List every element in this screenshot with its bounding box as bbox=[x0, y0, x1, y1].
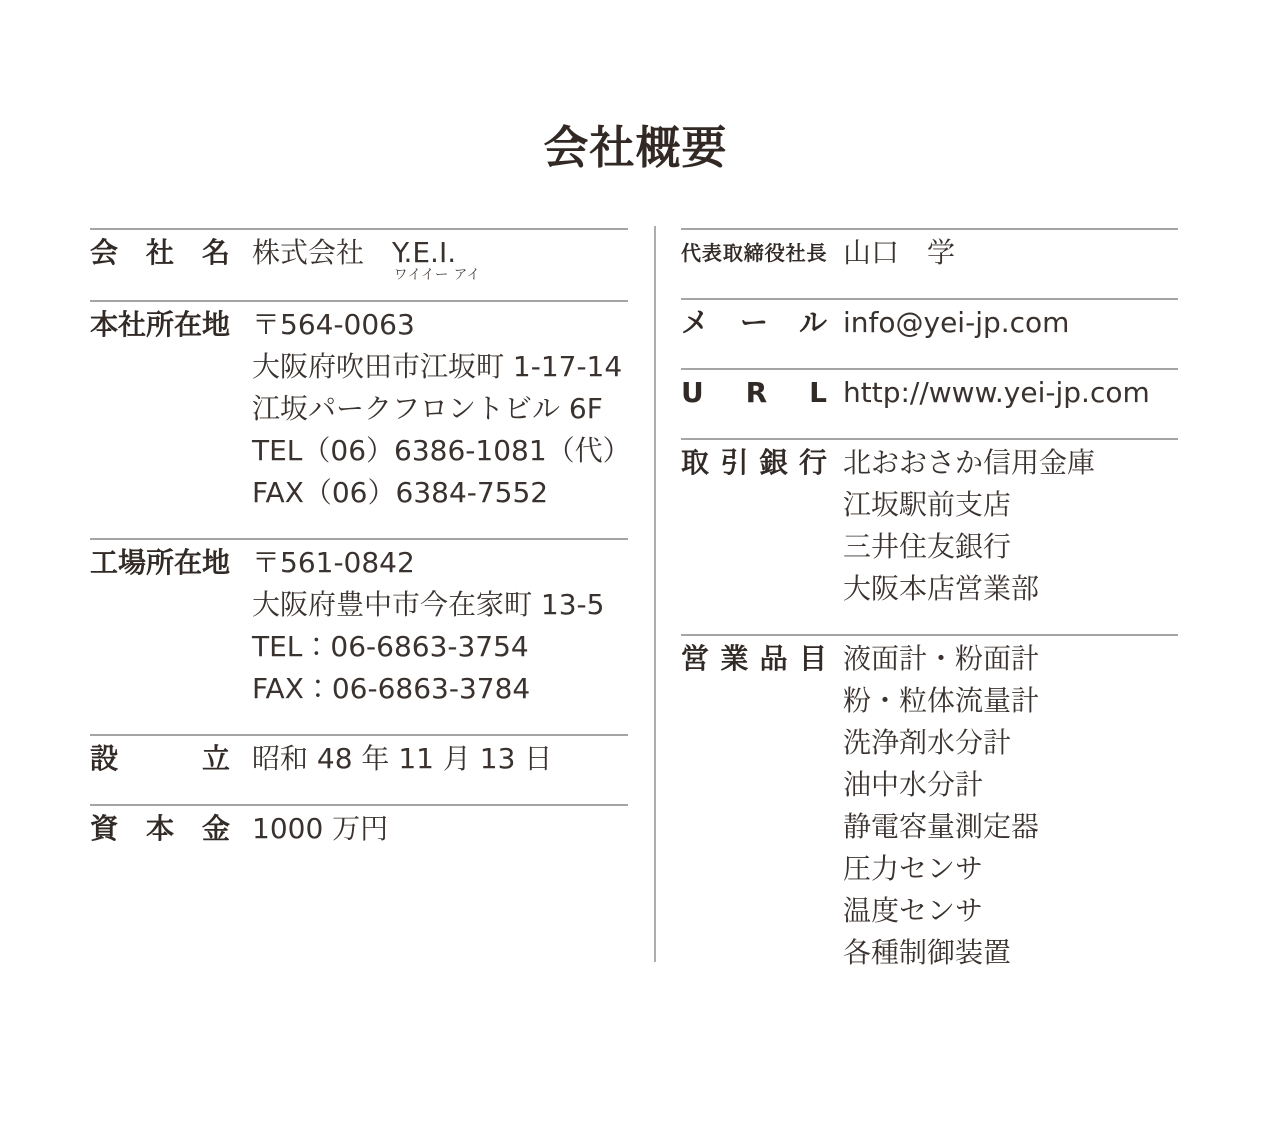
email-address: info@yei-jp.com bbox=[843, 306, 1070, 339]
product-item: 静電容量測定器 bbox=[843, 810, 1040, 843]
row-banks bbox=[681, 438, 1178, 634]
product-item: 粉・粒体流量計 bbox=[843, 684, 1040, 717]
factory-tel: TEL：06-6863-3754 bbox=[252, 630, 529, 663]
banks-label: 取 引 銀 行 bbox=[681, 446, 827, 479]
url-label: U R L bbox=[681, 376, 827, 409]
company-name-label: 会 社 名 bbox=[90, 236, 230, 269]
established-value bbox=[252, 738, 552, 780]
row-company-name bbox=[90, 228, 628, 300]
factory-value bbox=[252, 542, 604, 710]
product-item: 温度センサ bbox=[843, 894, 984, 927]
page-title: 会社概要 bbox=[543, 121, 728, 174]
bank-item: 三井住友銀行 bbox=[843, 530, 1012, 563]
president-name: 山口 学 bbox=[843, 236, 956, 269]
factory-address-line: 大阪府豊中市今在家町 13-5 bbox=[252, 588, 605, 621]
president-label: 代表取締役社長 bbox=[681, 241, 827, 265]
left-column bbox=[90, 228, 631, 874]
factory-fax: FAX：06-6863-3784 bbox=[252, 672, 531, 705]
email-label: メ ー ル bbox=[681, 306, 827, 339]
row-president bbox=[681, 228, 1178, 298]
row-url bbox=[681, 368, 1178, 438]
row-capital bbox=[90, 804, 628, 874]
bank-item: 大阪本店営業部 bbox=[843, 572, 1040, 605]
capital-label: 資 本 金 bbox=[90, 812, 230, 845]
row-products bbox=[681, 634, 1178, 998]
company-name-value bbox=[252, 232, 481, 283]
company-name-furigana: ワイイー アイ bbox=[394, 267, 481, 283]
capital-value bbox=[252, 808, 388, 850]
products-value bbox=[843, 638, 1039, 974]
product-item: 圧力センサ bbox=[843, 852, 984, 885]
company-prefix: 株式会社 bbox=[252, 236, 365, 269]
head-office-building-line: 江坂パークフロントビル 6F bbox=[252, 392, 603, 425]
url-value bbox=[843, 372, 1150, 414]
president-value bbox=[843, 232, 955, 274]
row-established bbox=[90, 734, 628, 804]
company-name-line bbox=[252, 232, 481, 283]
head-office-label: 本社所在地 bbox=[90, 308, 231, 341]
banks-value bbox=[843, 442, 1095, 610]
capital-amount: 1000 万円 bbox=[252, 812, 389, 845]
head-office-fax: FAX（06）6384-7552 bbox=[252, 476, 549, 509]
factory-postal-code: 〒561-0842 bbox=[252, 546, 415, 579]
products-label: 営 業 品 目 bbox=[681, 642, 827, 675]
row-email bbox=[681, 298, 1178, 368]
product-item: 洗浄剤水分計 bbox=[843, 726, 1012, 759]
product-item: 油中水分計 bbox=[843, 768, 984, 801]
head-office-tel: TEL（06）6386-1081（代） bbox=[252, 434, 631, 467]
column-divider bbox=[654, 226, 656, 962]
email-value bbox=[843, 302, 1069, 344]
row-head-office-address bbox=[90, 300, 631, 538]
bank-item: 江坂駅前支店 bbox=[843, 488, 1012, 521]
established-date: 昭和 48 年 11 月 13 日 bbox=[252, 742, 553, 775]
head-office-value bbox=[252, 304, 631, 514]
right-column bbox=[681, 228, 1178, 998]
row-factory-address bbox=[90, 538, 628, 734]
product-item: 各種制御装置 bbox=[843, 936, 1012, 969]
factory-label: 工場所在地 bbox=[90, 546, 231, 579]
head-office-postal-code: 〒564-0063 bbox=[252, 308, 415, 341]
head-office-address-line: 大阪府吹田市江坂町 1-17-14 bbox=[252, 350, 623, 383]
company-name-with-furigana bbox=[392, 232, 481, 283]
established-label: 設 立 bbox=[90, 742, 230, 775]
product-item: 液面計・粉面計 bbox=[843, 642, 1040, 675]
url-address: http://www.yei-jp.com bbox=[843, 376, 1150, 409]
company-name: Y.E.I. bbox=[392, 236, 457, 269]
bank-item: 北おおさか信用金庫 bbox=[843, 446, 1096, 479]
